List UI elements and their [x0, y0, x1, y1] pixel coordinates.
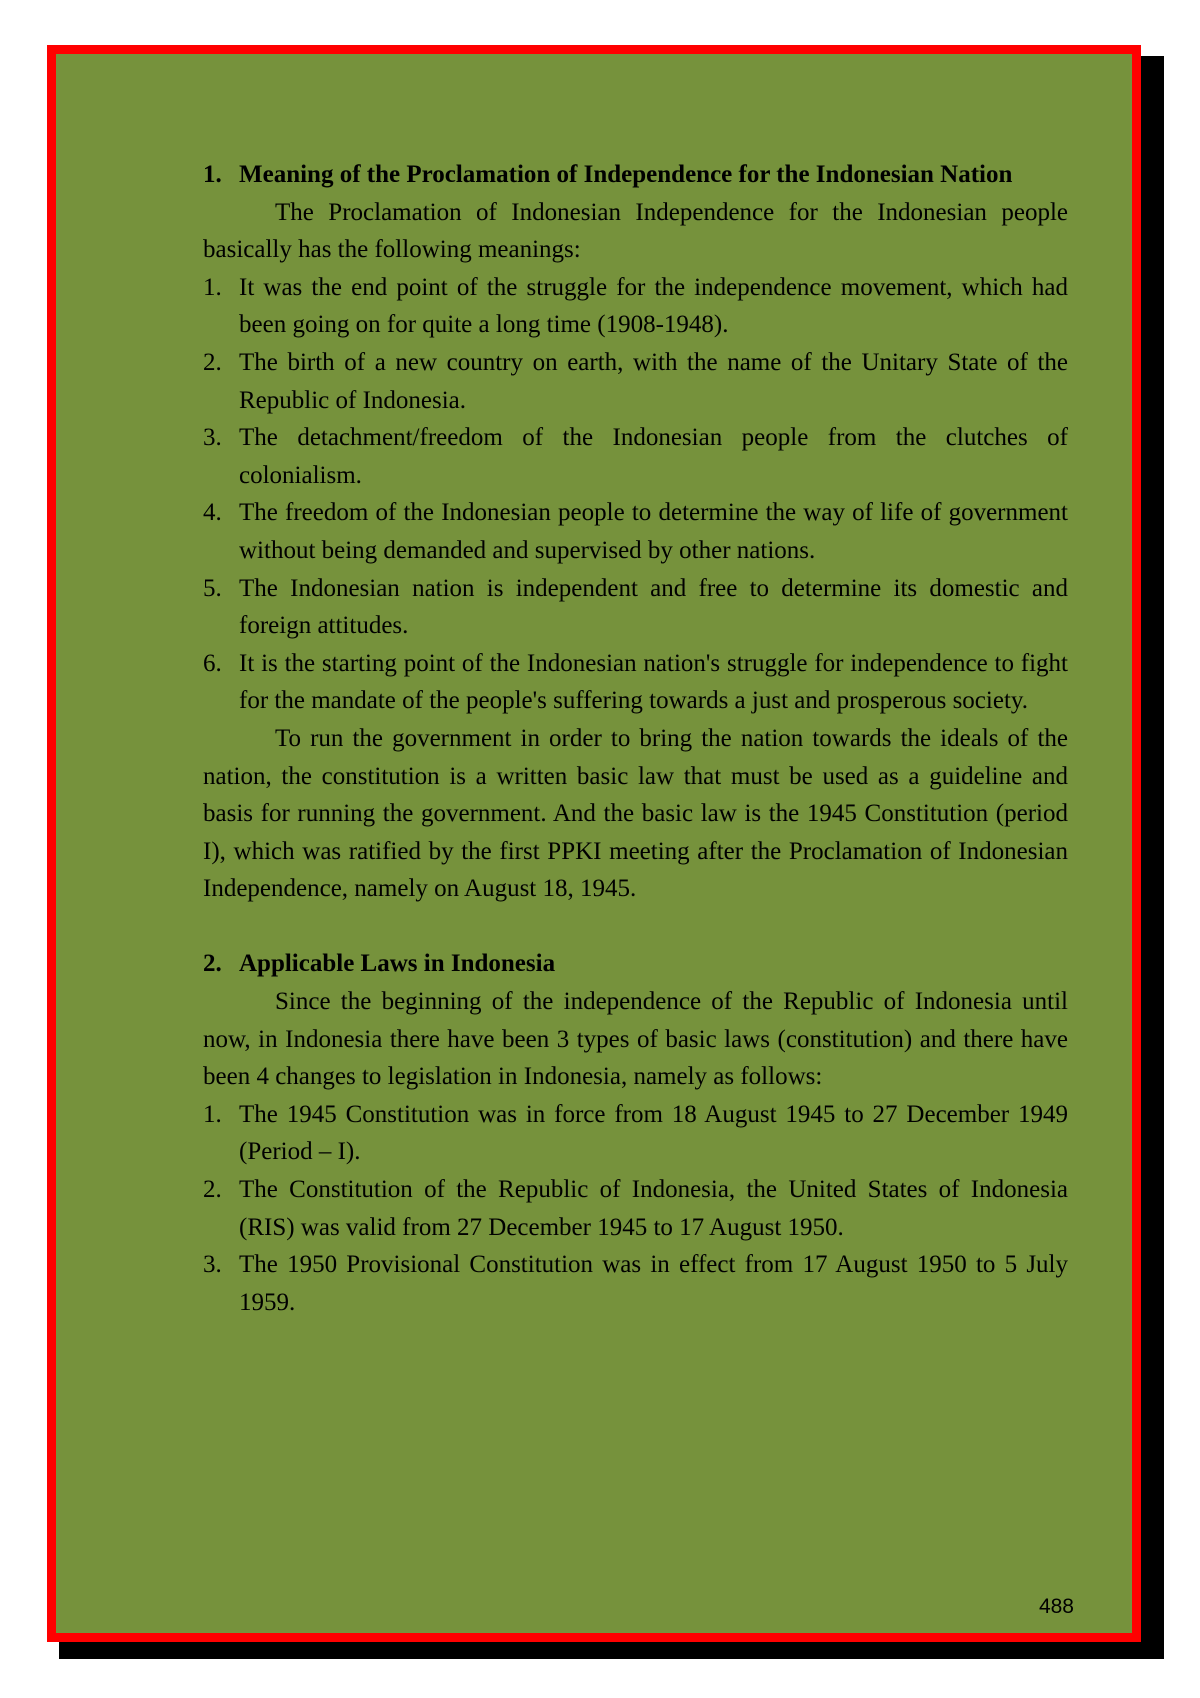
list-item-text: The detachment/freedom of the Indonesian people from the clutches of colonialism.: [239, 424, 1068, 489]
section-1-closing: To run the government in order to bring the nation towards the ideals of the nation, the constitution is a written basic law that must be used as a guideline and basis for running the government. And the basic law is the 1945 Constitution (period I), which was ratified by the first PPKI meeting after the Proclamation of Indonesian Independence, namely on August 18, 1945.: [203, 724, 1068, 903]
list-item-number: 1.: [203, 273, 222, 301]
list-item-text: The birth of a new country on earth, with the name of the Unitary State of the Republic of Indonesia.: [239, 348, 1068, 414]
section-spacer: [203, 908, 1068, 946]
list-item-text: It is the starting point of the Indonesian nation's struggle for independence to fight for the mandate of the people's suffering towards a just and prosperous society.: [239, 649, 1068, 715]
list-item: [203, 1171, 1068, 1246]
list-item: [203, 570, 1068, 645]
section-1-intro: The Proclamation of Indonesian Independence for the Indonesian people basically has the following meanings:: [203, 198, 1068, 264]
list-item-text: The Indonesian nation is independent and free to determine its domestic and foreign attitudes.: [239, 574, 1068, 640]
section-2-intro: Since the beginning of the independence of the Republic of Indonesia until now, in Indonesia there have been 3 types of basic laws (constitution) and there have been 4 changes to legislation in Indonesia, namely as follows:: [203, 988, 1068, 1091]
list-item: [203, 269, 1068, 344]
section-1-list: [203, 269, 1068, 720]
page-content: [203, 156, 1068, 1321]
list-item-number: 3.: [203, 424, 222, 452]
page-number: 488: [1038, 1595, 1074, 1618]
list-item: [203, 419, 1068, 494]
section-2-heading: [203, 945, 1068, 983]
list-item-text: The freedom of the Indonesian people to determine the way of life of government without being demanded and supervised by other nations.: [239, 499, 1068, 564]
list-item-number: 6.: [203, 649, 222, 677]
list-item-text: The 1950 Provisional Constitution was in effect from 17 August 1950 to 5 July 1959.: [239, 1251, 1068, 1316]
list-item-text: It was the end point of the struggle for the independence movement, which had been going on for quite a long time (1908-1948).: [239, 273, 1068, 339]
list-item: [203, 1096, 1068, 1171]
section-2-title: Applicable Laws in Indonesia: [239, 950, 556, 978]
list-item-number: 5.: [203, 574, 222, 602]
section-1-heading: [203, 156, 1068, 194]
list-item-text: The 1945 Constitution was in force from 18 August 1945 to 27 December 1949 (Period – I).: [239, 1100, 1068, 1166]
section-2-number: 2.: [203, 950, 222, 978]
list-item: [203, 344, 1068, 419]
list-item-number: 2.: [203, 1176, 222, 1204]
list-item-text: The Constitution of the Republic of Indonesia, the United States of Indonesia (RIS) was valid from 27 December 1945 to 17 August 1950.: [239, 1176, 1068, 1241]
section-1-title: Meaning of the Proclamation of Independence for the Indonesian Nation: [239, 161, 1013, 188]
section-1-number: 1.: [203, 161, 222, 188]
list-item-number: 1.: [203, 1100, 222, 1128]
list-item: [203, 645, 1068, 720]
list-item: [203, 494, 1068, 569]
list-item: [203, 1246, 1068, 1321]
list-item-number: 4.: [203, 499, 222, 527]
list-item-number: 3.: [203, 1251, 222, 1279]
list-item-number: 2.: [203, 348, 222, 376]
section-2-list: [203, 1096, 1068, 1322]
